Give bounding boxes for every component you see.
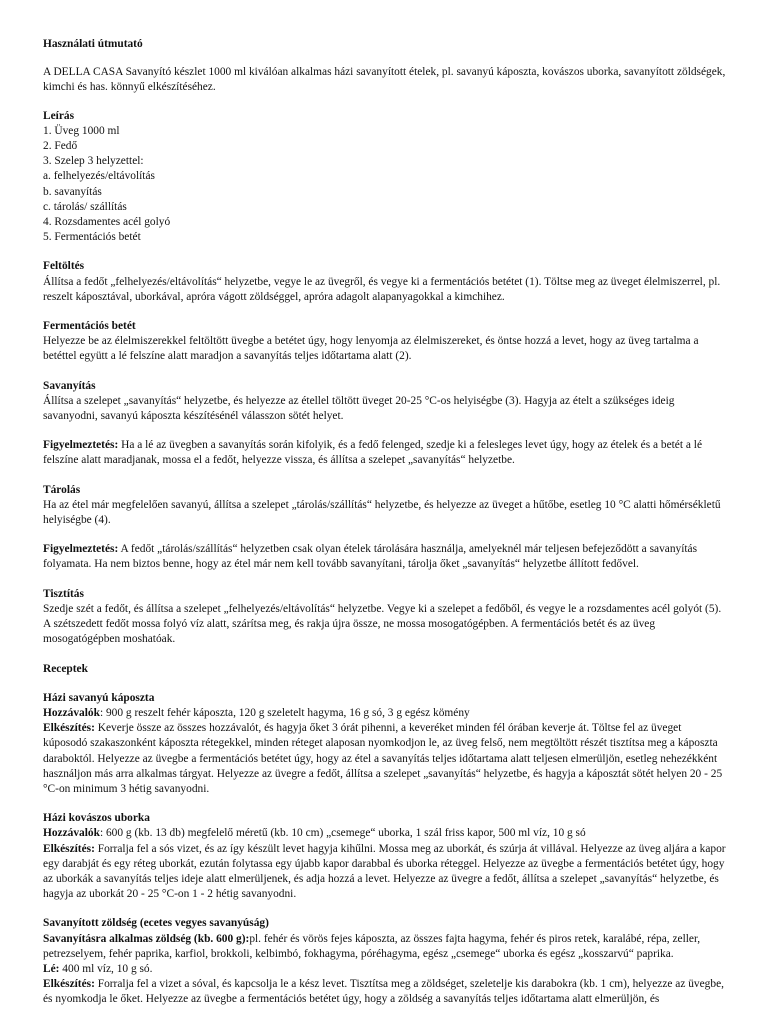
recipe-mixed-pickles	[43, 916, 727, 1007]
recipe-pickles	[43, 811, 727, 902]
filling-heading: Feltöltés	[43, 260, 85, 273]
method-label: Elkészítés:	[43, 842, 95, 855]
warning-label: Figyelmeztetés:	[43, 543, 119, 556]
recipe-title: Házi savanyú káposzta	[43, 691, 155, 704]
recipe-method	[43, 721, 727, 797]
storage-text: Ha az étel már megfelelően savanyú, állítsa a szelepet „tárolás/szállítás“ helyzetbe, és helyezze az üveget a hűtőbe, esetleg 10 °C alatti hőmérsékletű helyiségbe (4).	[43, 498, 721, 527]
warning-text: Ha a lé az üvegben a savanyítás során kifolyik, és a fedő felenged, szedje ki a felesleges levet úgy, hogy az ételek és a betét a lé felszíne alatt maradjanak, mossa el a fedőt, helyezze vissza, és állítsa a szelepet „savanyítás“ helyzetbe.	[43, 439, 702, 467]
vegetables-label: Savanyításra alkalmas zöldség (kb. 600 g):	[43, 932, 250, 945]
cleaning-heading: Tisztítás	[43, 587, 84, 600]
description-item: 3. Szelep 3 helyzettel:	[43, 155, 144, 168]
method-text: Keverje össze az összes hozzávalót, és hagyja őket 3 órát pihenni, a keveréket minden fél órában keverje át. Töltse fel az üveget kúposodó szakaszonként káposzta rétegekkel, minden réteget alaposan nyomkodjon le, az üveg felső, nem megtöltött részét tisztítsa meg a káposzta daraboktól. Helyezze az üvegbe a fermentációs betétet úgy, hogy az étel a savanyítás teljes időtartama alatt teljesen elmerüljön, esetleg nehezékként használjon más arra alkalmas tárgyat. Helyezze az üvegre a fedőt, állítsa a szelepet „savanyítás“ helyzetbe, és hagyja a káposztát sötét helyen 20 - 25 °C-on minimum 3 hétig savanyodni.	[43, 722, 723, 795]
description-item: a. felhelyezés/eltávolítás	[43, 170, 155, 183]
cleaning-text: Szedje szét a fedőt, és állítsa a szelepet „felhelyezés/eltávolítás“ helyzetbe. Vegye ki a szelepet a fedőből, és vegye le a rozsdamentes acél golyót (5). A szétszedett fedőt mossa folyó víz alatt, szárítsa meg, és rakja újra össze, ne mossa mosogatógépben. A fermentációs betét és az üveg mosogatógépben moshatóak.	[43, 602, 722, 646]
description-item: 5. Fermentációs betét	[43, 231, 141, 244]
liquid-label: Lé:	[43, 962, 60, 975]
recipe-sauerkraut	[43, 691, 727, 797]
recipe-vegetables	[43, 932, 727, 962]
warning-text: A fedőt „tárolás/szállítás“ helyzetben csak olyan ételek tárolására használja, amelyeknél már teljesen befejeződött a savanyítás folyamata. Ha nem biztos benne, hogy az étel már nem kell tovább savanyítani, tárolja őket „savanyítás“ helyzetbe állított fedővel.	[43, 543, 698, 571]
pickling-text: Állítsa a szelepet „savanyítás“ helyzetbe, és helyezze az étellel töltött üveget 20-25 °C-os helyiségbe (3). Hagyja az ételt a szükséges ideig savanyodni, savanyú káposzta készítésénél válasszon sötét helyet.	[43, 394, 675, 423]
warning-label: Figyelmeztetés:	[43, 439, 119, 452]
warning-paragraph	[43, 438, 727, 468]
section-pickling	[43, 379, 727, 425]
intro-paragraph: A DELLA CASA Savanyító készlet 1000 ml kiválóan alkalmas házi savanyított ételek, pl. savanyú káposzta, kovászos uborka, savanyított zöldségek, kimchi és has. könnyű elkészítéséhez.	[43, 66, 726, 94]
document-content	[43, 37, 727, 1008]
description-item: 4. Rozsdamentes acél golyó	[43, 216, 171, 229]
recipe-ingredients	[43, 826, 727, 841]
warning-paragraph	[43, 542, 727, 572]
recipe-method	[43, 842, 727, 903]
pickling-heading: Savanyítás	[43, 379, 96, 392]
recipe-title: Házi kovászos uborka	[43, 812, 150, 825]
section-cleaning	[43, 587, 727, 648]
insert-text: Helyezze be az élelmiszerekkel feltöltött üvegbe a betétet úgy, hogy lenyomja az élelmiszereket, és öntse hozzá a levet, hogy az üveg tartalma a betéttel együtt a lé felszíne alatt maradjon a savanyítás teljes időtartama alatt (2).	[43, 335, 699, 363]
vegetables-text: pl. fehér és vörös fejes káposzta, az összes fajta hagyma, fehér és piros retek, karalábé, répa, zeller, petrezselyem, fehér paprika, karfiol, brokkoli, kelbimbó, fokhagyma, póréhagyma, egész „csemege“ uborka és egész „kosszarvú“ paprika.	[43, 932, 701, 960]
section-description	[43, 109, 727, 246]
description-item: b. savanyítás	[43, 185, 102, 198]
section-insert	[43, 319, 727, 365]
ingredients-label: Hozzávalók	[43, 706, 100, 719]
insert-heading: Fermentációs betét	[43, 320, 136, 333]
recipes-heading: Receptek	[43, 662, 88, 675]
page-title: Használati útmutató	[43, 38, 143, 50]
recipe-liquid	[43, 962, 727, 977]
method-label: Elkészítés:	[43, 722, 95, 735]
method-label: Elkészítés:	[43, 978, 95, 991]
recipe-method	[43, 977, 727, 1007]
liquid-text: 400 ml víz, 10 g só.	[59, 962, 153, 975]
recipe-ingredients	[43, 706, 727, 721]
ingredients-text: : 600 g (kb. 13 db) megfelelő méretű (kb. 10 cm) „csemege“ uborka, 1 szál friss kapor, 500 ml víz, 10 g só	[99, 827, 586, 840]
description-item: 2. Fedő	[43, 140, 78, 153]
description-heading: Leírás	[43, 109, 75, 122]
description-item: 1. Üveg 1000 ml	[43, 124, 120, 137]
method-text: Forralja fel a sós vizet, és az így készült levet hagyja kihűlni. Mossa meg az uborkát, és szúrja át villával. Helyezze az üveg aljára a kapor egy darabját és egy réteg uborkát, ezután folytassa egy újabb kapor darabbal és uborka réteggel. Helyezze az üvegbe a fermentációs betétet úgy, hogy az uborkák a savanyítás teljes ideje alatt elmerüljenek, és adja hozzá a levet. Helyezze az üvegre a fedőt, állítsa a szelepet „savanyítás“ helyzetbe, és hagyja az uborkát 20 - 25 °C-on 1 - 2 hétig savanyodni.	[43, 842, 726, 901]
filling-text: Állítsa a fedőt „felhelyezés/eltávolítás“ helyzetbe, vegye le az üvegről, és vegye ki a fermentációs betétet (1). Töltse meg az üveget élelmiszerrel, pl. reszelt káposztával, uborkával, apróra vágott zöldséggel, apróra adagolt alapanyagokkal a kimchihez.	[43, 275, 721, 303]
description-item: c. tárolás/ szállítás	[43, 200, 127, 213]
storage-heading: Tárolás	[43, 483, 81, 496]
ingredients-text: : 900 g reszelt fehér káposzta, 120 g szeletelt hagyma, 16 g só, 3 g egész kömény	[99, 706, 470, 719]
recipe-title: Savanyított zöldség (ecetes vegyes savanyúság)	[43, 917, 269, 930]
section-storage	[43, 483, 727, 529]
ingredients-label: Hozzávalók	[43, 827, 100, 840]
method-text: Forralja fel a vizet a sóval, és kapcsolja le a kész levet. Tisztítsa meg a zöldséget, szeletelje kis darabokra (kb. 1 cm), helyezze az üvegbe, és nyomkodja le őket. Helyezze az üvegbe a fermentációs betétet úgy, hogy a zöldség a savanyítás teljes időtartama alatt elmerüljön, és	[43, 978, 724, 1006]
section-filling	[43, 259, 727, 305]
